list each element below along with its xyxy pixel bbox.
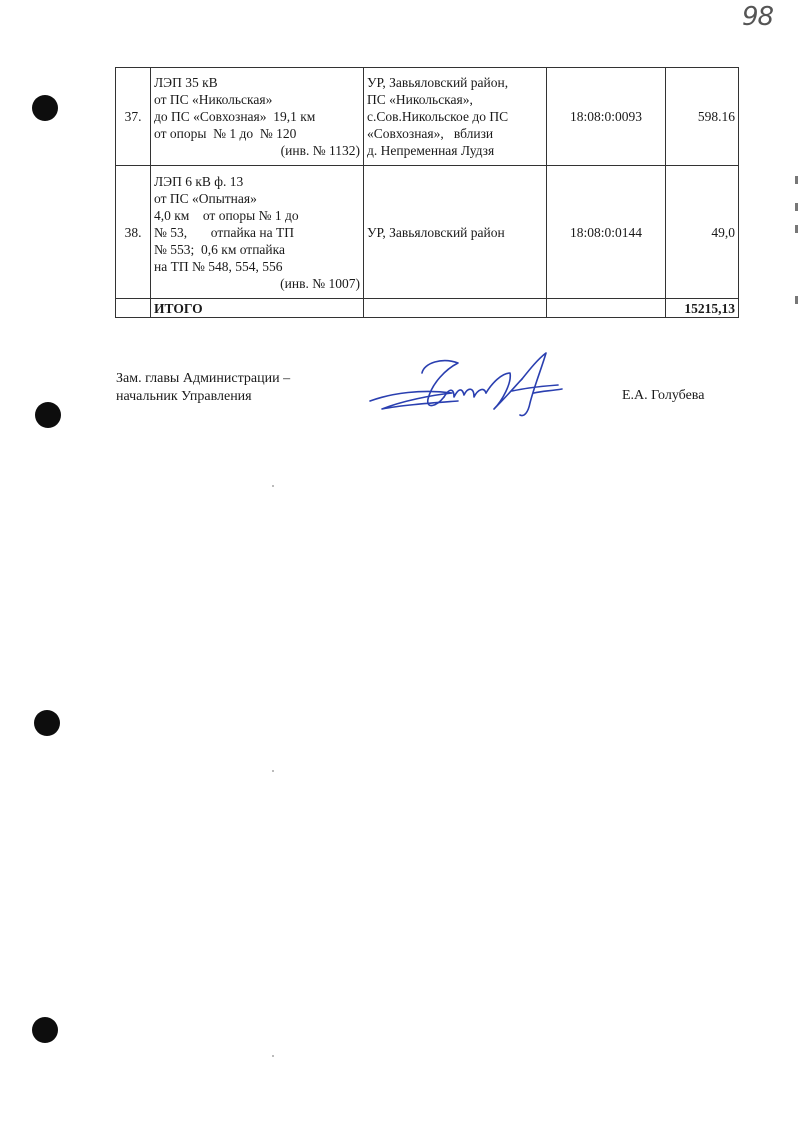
description-line: до ПС «Совхозная» 19,1 км (154, 109, 316, 124)
total-label: ИТОГО (151, 299, 364, 318)
table-row (116, 166, 739, 299)
length-value: 49,0 (666, 166, 739, 299)
row-number: 38. (116, 166, 151, 299)
location-line: УР, Завьяловский район (367, 224, 505, 240)
inventory-number: (инв. № 1007) (280, 275, 360, 291)
total-row (116, 299, 739, 318)
description-line: ЛЭП 35 кВ (154, 75, 218, 90)
length-value: 598.16 (666, 68, 739, 166)
description-line: от опоры № 1 до № 120 (154, 126, 297, 141)
total-value: 15215,13 (666, 299, 739, 318)
scan-edge-mark (795, 225, 798, 233)
punch-hole (35, 402, 61, 428)
cadastral-number: 18:08:0:0144 (547, 166, 666, 299)
punch-hole (32, 1017, 58, 1043)
empty-cell (116, 299, 151, 318)
row-number: 37. (116, 68, 151, 166)
scan-edge-mark (795, 203, 798, 211)
description-line: ЛЭП 6 кВ ф. 13 (154, 173, 244, 189)
object-location (364, 166, 547, 299)
cadastral-number: 18:08:0:0093 (547, 68, 666, 166)
location-line: ПС «Никольская», (367, 92, 473, 107)
location-line: с.Сов.Никольское до ПС (367, 109, 509, 124)
inventory-number: (инв. № 1132) (280, 143, 360, 158)
object-description (151, 68, 364, 166)
description-line: от ПС «Опытная» (154, 190, 257, 206)
punch-hole (34, 710, 60, 736)
scan-speck (272, 485, 274, 487)
empty-cell (364, 299, 547, 318)
object-location (364, 68, 547, 166)
signatory-title-line: начальник Управления (116, 389, 252, 404)
location-line: д. Непременная Лудзя (367, 143, 495, 158)
punch-hole (32, 95, 58, 121)
page-number: 98 (742, 2, 774, 32)
object-description (151, 166, 364, 299)
scan-speck (272, 770, 274, 772)
scan-speck (272, 1055, 274, 1057)
signatory-name: Е.А. Голубева (622, 388, 705, 403)
description-line: № 53, отпайка на ТП (154, 224, 294, 240)
table-row (116, 68, 739, 166)
scan-edge-mark (795, 176, 798, 184)
description-line: № 553; 0,6 км отпайка (154, 241, 285, 257)
description-line: от ПС «Никольская» (154, 92, 273, 107)
signatory-title-line: Зам. главы Администрации – (116, 371, 291, 386)
location-line: УР, Завьяловский район, (367, 75, 509, 90)
location-line: «Совхозная», вблизи (367, 126, 494, 141)
property-table (115, 67, 739, 318)
signatory-title (116, 370, 290, 406)
description-line: на ТП № 548, 554, 556 (154, 258, 283, 274)
scan-edge-mark (795, 296, 798, 304)
handwritten-signature (362, 343, 592, 433)
empty-cell (547, 299, 666, 318)
description-line: 4,0 км от опоры № 1 до (154, 207, 299, 223)
